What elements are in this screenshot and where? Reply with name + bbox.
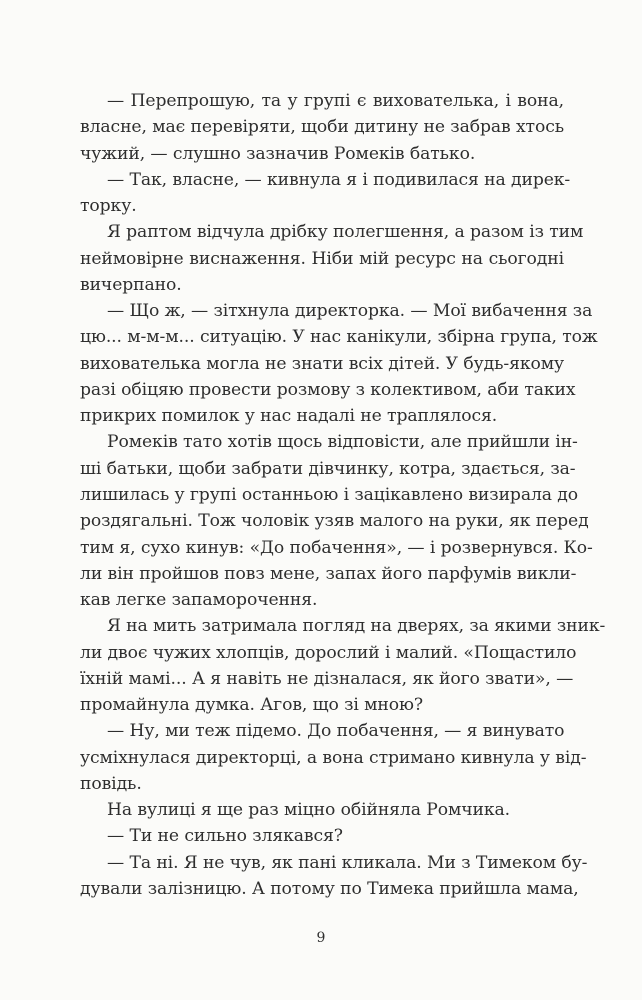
text-line: дували залізницю. А потому по Тимека прийшла мама, [80,878,579,899]
text-line: ші батьки, щоби забрати дівчинку, котра, здається, за- [80,458,576,479]
text-line: роздягальні. Тож чоловік узяв малого на руки, як перед [80,511,589,532]
text-line: неймовірне виснаження. Ніби мій ресурс на сьогодні [80,248,564,269]
text-line: кав легке запаморочення. [80,590,318,611]
text-line: — Ти не сильно злякався? [107,826,343,847]
page-number: 9 [316,930,326,946]
text-line: повідь. [80,773,142,794]
text-line: власне, має перевіряти, щоби дитину не забрав хтось [80,117,564,138]
text-line: Я раптом відчула дрібку полегшення, а разом із тим [107,222,584,243]
text-line: тим я, сухо кинув: «До побачення», — і розвернувся. Ко- [80,537,593,558]
text-line: — Так, власне, — кивнула я і подивилася на дирек- [107,169,571,190]
text-line: Я на мить затримала погляд на дверях, за якими зник- [107,616,606,637]
text-line: ли двоє чужих хлопців, дорослий і малий. «Пощастило [80,642,577,663]
text-line: лишилась у групі останньою і зацікавлено визирала до [80,484,579,505]
text-line: торку. [80,196,137,217]
text-line: ли він пройшов повз мене, запах його парфумів викли- [80,563,577,584]
text-line: прикрих помилок у нас надалі не траплялося. [80,406,498,427]
text-line: цю... м-м-м... ситуацію. У нас канікули, збірна група, тож [80,327,598,348]
text-line: — Та ні. Я не чув, як пані кликала. Ми з Тимеком бу- [107,852,588,873]
text-line: На вулиці я ще раз міцно обійняла Ромчика. [107,800,510,821]
text-line: їхній мамі... А я навіть не дізналася, як його звати», — [80,668,574,689]
text-line: чужий, — слушно зазначив Ромеків батько. [80,143,476,164]
page-body-text [80,86,606,900]
text-line: разі обіцяю провести розмову з колективом, аби таких [80,379,576,400]
text-line: усміхнулася директорці, а вона стримано кивнула у від- [80,747,587,768]
text-line: вихователька могла не знати всіх дітей. У будь-якому [80,353,564,374]
text-line: — Що ж, — зітхнула директорка. — Мої вибачення за [107,301,593,322]
text-line: — Ну, ми теж підемо. До побачення, — я винувато [107,721,565,742]
text-line: Ромеків тато хотів щось відповісти, але прийшли ін- [107,432,578,453]
text-line: — Перепрошую, та у групі є вихователька, і вона, [107,91,564,111]
text-line: вичерпано. [80,274,182,295]
text-line: промайнула думка. Агов, що зі мною? [80,695,424,716]
